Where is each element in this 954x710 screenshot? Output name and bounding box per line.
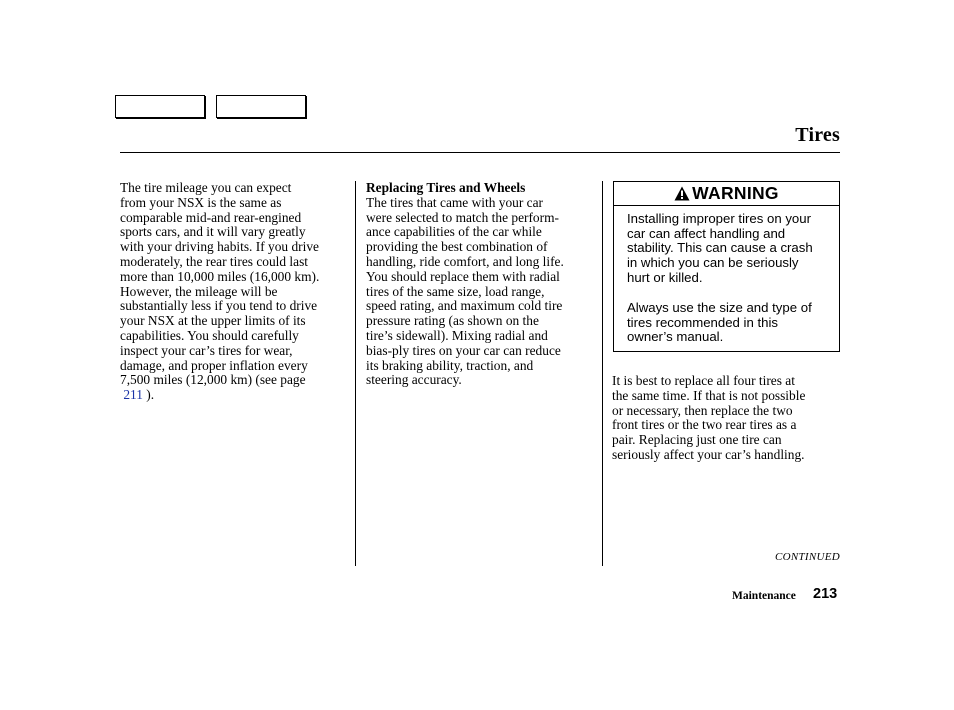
text-line: providing the best combination of: [366, 239, 548, 255]
text-line: with your driving habits. If you drive: [120, 239, 319, 255]
text-line: speed rating, and maximum cold tire: [366, 298, 563, 314]
replace-all-tires-paragraph: [612, 374, 840, 463]
text-line: seriously affect your car’s handling.: [612, 446, 805, 462]
text-line: ance capabilities of the car while: [366, 224, 542, 240]
text-line: tires recommended in this: [627, 314, 778, 330]
text-line: The tires that came with your car: [366, 194, 543, 210]
text-line: The tire mileage you can expect: [120, 180, 292, 195]
text-line: the same time. If that is not possible: [612, 387, 806, 403]
column-divider-left: [355, 181, 356, 566]
replacing-tires-section: [366, 181, 594, 388]
text-line: However, the mileage will be: [120, 283, 278, 299]
text-line: its braking ability, traction, and: [366, 357, 534, 373]
text-line: Installing improper tires on your: [627, 211, 811, 226]
section-heading: Replacing Tires and Wheels: [366, 180, 526, 195]
text-line: in which you can be seriously: [627, 255, 799, 271]
page-number: 213: [813, 586, 838, 602]
text-line: more than 10,000 miles (16,000 km).: [120, 268, 320, 284]
text-line: It is best to replace all four tires at: [612, 373, 795, 388]
text-line: your NSX at the upper limits of its: [120, 313, 306, 329]
text-line: comparable mid-and rear-engined: [120, 209, 302, 225]
text-line: tire’s sidewall). Mixing radial and: [366, 327, 548, 343]
text-line: front tires or the two rear tires as a: [612, 417, 797, 433]
continued-label: CONTINUED: [774, 551, 840, 563]
text-line: inspect your car’s tires for wear,: [120, 342, 293, 358]
text-line: capabilities. You should carefully: [120, 327, 299, 343]
text-line: pressure rating (as shown on the: [366, 313, 539, 329]
warning-header: [614, 182, 839, 206]
text-line: sports cars, and it will vary greatly: [120, 224, 306, 240]
column-divider-right: [602, 181, 603, 566]
text-line: tires of the same size, load range,: [366, 283, 545, 299]
text-line: Always use the size and type of: [627, 300, 812, 315]
text-line: car can affect handling and: [627, 225, 786, 241]
next-page-button[interactable]: [216, 95, 306, 118]
text-line: were selected to match the perform-: [366, 209, 559, 225]
text-line: 7,500 miles (12,000 km) (see page: [120, 372, 306, 388]
title-rule: [120, 152, 840, 153]
text-line: stability. This can cause a crash: [627, 240, 813, 256]
section-name: Maintenance: [732, 590, 796, 602]
text-line-with-link: [120, 388, 346, 403]
text-line: handling, ride comfort, and long life.: [366, 253, 564, 269]
warning-triangle-icon: [674, 186, 690, 201]
text-line: substantially less if you tend to drive: [120, 298, 318, 314]
previous-page-button[interactable]: [115, 95, 205, 118]
page-211-link[interactable]: 211: [123, 387, 143, 403]
warning-paragraph-1: [627, 212, 832, 286]
text-line: steering accuracy.: [366, 372, 462, 388]
text-line: bias-ply tires on your car can reduce: [366, 342, 561, 358]
text-line: pair. Replacing just one tire can: [612, 432, 782, 448]
text-line: moderately, the rear tires could last: [120, 253, 309, 269]
text-line: You should replace them with radial: [366, 268, 560, 284]
warning-box: [613, 181, 840, 352]
text-line: or necessary, then replace the two: [612, 402, 793, 418]
text-line: damage, and proper inflation every: [120, 357, 308, 373]
warning-paragraph-2: [627, 301, 832, 345]
link-suffix: ).: [142, 387, 155, 403]
page-title: Tires: [795, 124, 840, 146]
text-line: hurt or killed.: [627, 269, 703, 285]
tire-mileage-paragraph: [120, 181, 346, 403]
warning-label: WARNING: [692, 183, 779, 203]
text-line: owner’s manual.: [627, 329, 724, 345]
text-line: from your NSX is the same as: [120, 194, 282, 210]
